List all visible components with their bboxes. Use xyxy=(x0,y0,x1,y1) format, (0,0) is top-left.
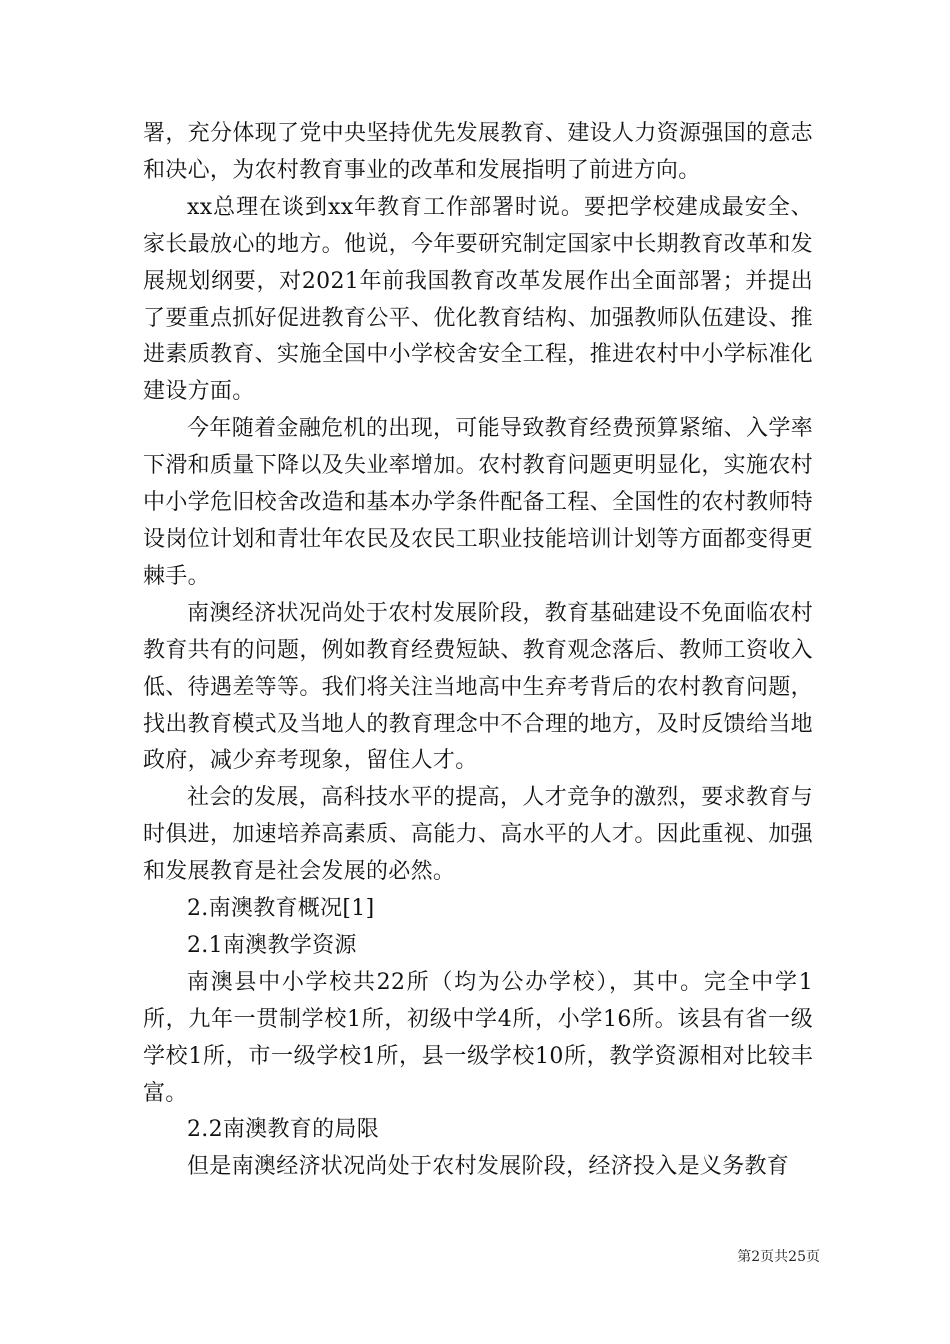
paragraph-social-development: 社会的发展，高科技水平的提高，人才竞争的激烈，要求教育与时俱进，加速培养高素质、高能力、高水平的人才。因此重视、加强和发展教育是社会发展的必然。 xyxy=(143,785,813,885)
document-body xyxy=(143,116,813,1186)
subsection-heading-limitations: 2.2南澳教育的局限 xyxy=(187,1117,379,1143)
paragraph-nanao-economy: 南澳经济状况尚处于农村发展阶段，教育基础建设不免面临农村教育共有的问题，例如教育经费短缺、教育观念落后、教师工资收入低、待遇差等等。我们将关注当地高中生弃考背后的农村教育问题，找出教育模式及当地人的教育理念中不合理的地方，及时反馈给当地政府，减少弃考现象，留住人才。 xyxy=(143,600,813,774)
paragraph-continued: 署，充分体现了党中央坚持优先发展教育、建设人力资源强国的意志和决心，为农村教育事业的改革和发展指明了前进方向。 xyxy=(143,121,813,183)
paragraph-premier-speech: xx总理在谈到xx年教育工作部署时说。要把学校建成最安全、家长最放心的地方。他说，今年要研究制定国家中长期教育改革和发展规划纲要，对2021年前我国教育改革发展作出全面部署；并提出了要重点抓好促进教育公平、优化教育结构、加强教师队伍建设、推进素质教育、实施全国中小学校舍安全工程，推进农村中小学标准化建设方面。 xyxy=(143,194,813,405)
page-number-footer: 第2页共25页 xyxy=(737,1249,820,1265)
paragraph-school-resources: 南澳县中小学校共22所（均为公办学校），其中。完全中学1所，九年一贯制学校1所，初级中学4所，小学16所。该县有省一级学校1所，市一级学校1所，县一级学校10所，教学资源相对比较丰富。 xyxy=(143,969,813,1106)
paragraph-limitations: 但是南澳经济状况尚处于农村发展阶段，经济投入是义务教育 xyxy=(187,1154,790,1180)
section-heading-overview: 2.南澳教育概况[1] xyxy=(187,896,375,922)
paragraph-financial-crisis: 今年随着金融危机的出现，可能导致教育经费预算紧缩、入学率下滑和质量下降以及失业率增加。农村教育问题更明显化，实施农村中小学危旧校舍改造和基本办学条件配备工程、全国性的农村教师特设岗位计划和青壮年农民及农民工职业技能培训计划等方面都变得更棘手。 xyxy=(143,416,813,589)
subsection-heading-resources: 2.1南澳教学资源 xyxy=(187,932,357,958)
